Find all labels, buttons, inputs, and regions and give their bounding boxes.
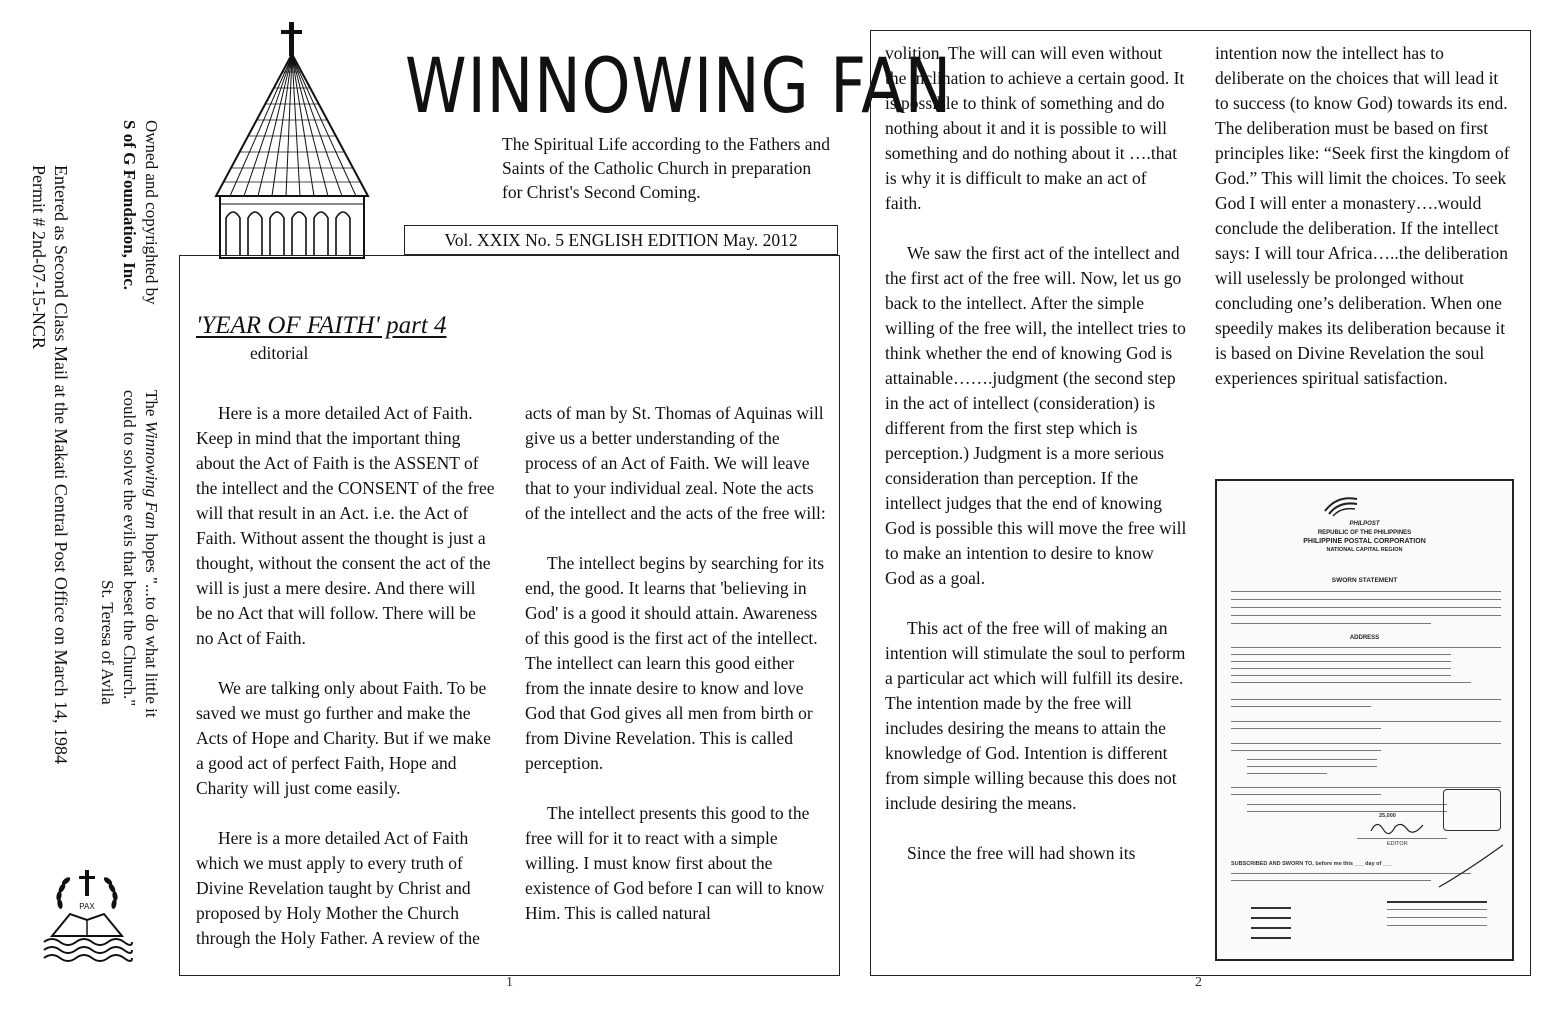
paragraph: We saw the first act of the intellect and the first act of the free will. Now, let us go back to the intellect. After the simple willing of the free will, the intellect tries to think whether the end of knowing God is attainable…….judgment (the second step in the act of intellect (consideration) is different from the first step which is perception.) Judgment is a more serious consideration than perception. If the intellect judges that the end of knowing God is possible this will move the free will to make an intention to desire to know God as a goal. [885, 243, 1187, 588]
doc-circulation: 25,000 [1379, 813, 1396, 819]
paragraph: The intellect begins by searching for its end, the good. It learns that 'believing in God' is a good it should attain. Awareness of this good is the first act of the intellect. The intellect can learn this good either from the innate desire to know and love God that God gives all men from birth or from Divine Revelation. This is called perception. [525, 553, 825, 773]
pax-logo-text: PAX [79, 902, 95, 911]
paragraph: Since the free will had shown its [907, 843, 1136, 863]
doc-address-heading: ADDRESS [1349, 635, 1380, 641]
newsletter-subtitle: The Spiritual Life according to the Fathers and Saints of the Catholic Church in preparation for Christ's Second Coming. [502, 134, 831, 202]
doc-logo-text: PHILPOST [1349, 521, 1380, 527]
motto-line-1: The Winnowing Fan hopes "...to do what little it [142, 390, 161, 718]
article-section-label: editorial [250, 343, 309, 363]
article-column-2 [525, 401, 827, 951]
article-column-4 [1215, 41, 1515, 416]
paragraph: intention now the intellect has to deliberate on the choices that will lead it to success (to know God) towards its end. The deliberation must be based on first principles like: “Seek first the kingdom of God.” This will limit the choices. To seek God I will enter a monastery….would conclude the deliberation. If the intellect says: I will tour Africa…..the deliberation will uselessly be prolonged without concluding one’s deliberation. When one speedily makes its deliberation because it is based on Divine Revelation the soul experiences spiritual satisfaction. [1215, 43, 1510, 388]
doc-heading-corporation: PHILIPPINE POSTAL CORPORATION [1303, 538, 1426, 545]
article-headline: 'YEAR OF FAITH' part 4 [196, 312, 447, 339]
motto-attribution: St. Teresa of Avila [98, 580, 117, 705]
mailing-notice: Entered as Second Class Mail at the Makati Central Post Office on March 14, 1984 [51, 165, 71, 765]
foundation-name: S of G Foundation, Inc. [120, 120, 139, 291]
article-column-1 [196, 401, 496, 976]
paragraph: volition. The will can will even without the inclination to achieve a certain good. It is possible to think of something and do nothing about it and it is possible to will something and do nothing about it ….that is why it is difficult to make an act of faith. [885, 43, 1185, 213]
page-number-right: 2 [1195, 975, 1202, 990]
witness-signature-icon [1437, 841, 1507, 891]
doc-stamp [1443, 789, 1501, 831]
article-column-3 [885, 41, 1187, 891]
doc-signature-role: EDITOR [1387, 841, 1408, 847]
paragraph: This act of the free will of making an intention will stimulate the soul to perform a particular act which will fulfill its desire. The intention made by the free will includes desiring the means to attain the knowledge of God. Intention is different from simple willing because this does not include desiring the means. [885, 618, 1186, 813]
motto-line-2: could to solve the evils that beset the Church." [120, 390, 139, 707]
copyright-owner-label: Owned and copyrighted by [142, 120, 161, 305]
pax-logo [40, 866, 165, 966]
newsletter-title: WINNOWING FAN [405, 41, 953, 130]
sworn-statement-scan [1215, 479, 1514, 961]
paragraph: Here is a more detailed Act of Faith. Keep in mind that the important thing about the Act of Faith is the ASSENT of the intellect and the CONSENT of the free will that result in an Act. i.e. the Act of Faith. Without assent the thought is just a thought, without the consent the act of the will is just a mere desire. And there will be no Act that will follow. There will be no Act of Faith. [196, 403, 495, 648]
doc-title: SWORN STATEMENT [1331, 577, 1398, 584]
paragraph: The intellect presents this good to the free will for it to react with a simple willing. I must know first about the existence of God before I can will to know Him. This is called natural [525, 803, 825, 923]
issue-volume-bar: Vol. XXIX No. 5 ENGLISH EDITION May. 2012 [404, 225, 838, 255]
church-steeple-illustration [210, 20, 410, 260]
paragraph: We are talking only about Faith. To be saved we must go further and make the Acts of Hope and Charity. But if we make a good act of perfect Faith, Hope and Charity will just come easily. [196, 678, 491, 798]
doc-heading-region: NATIONAL CAPITAL REGION [1326, 547, 1403, 553]
doc-heading-republic: REPUBLIC OF THE PHILIPPINES [1317, 530, 1412, 536]
permit-number: Permit # 2nd-07-15-NCR [29, 165, 49, 349]
philpost-logo-icon [1321, 495, 1361, 517]
paragraph: acts of man by St. Thomas of Aquinas will give us a better understanding of the process of an Act of Faith. We will leave that to your individual zeal. Note the acts of the intellect and the acts of the free will: [525, 403, 826, 523]
page-number-left: 1 [506, 975, 513, 990]
doc-oath: SUBSCRIBED AND SWORN TO, before me this ___ day of ___ [1231, 861, 1393, 867]
signature-icon [1367, 817, 1427, 837]
paragraph: Here is a more detailed Act of Faith which we must apply to every truth of Divine Revelation taught by Christ and proposed by Holy Mother the Church through the Holy Father. A review of the [196, 828, 480, 948]
